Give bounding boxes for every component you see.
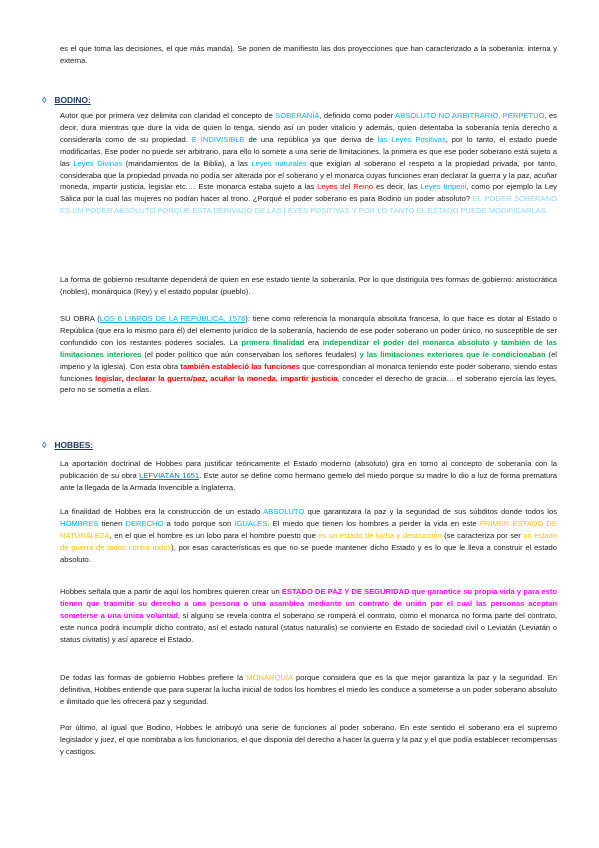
bodino-paragraph-1: Autor que por primera vez delimita con claridad el concepto de SOBERANÍA, definido como poder ABSOLUTO NO ARBITRARIO, PERPETUO, es decir, dura mientras que dure la vida de quien lo tenga, siendo así un poder vitalicio y además, quien detentaba la soberanía tenía derecho a considerarla como de su propiedad. E INDIVISIBLE de una república ya que deriva de las Leyes Positivas, por lo tanto, el estado puede modificarlas. Ese poder no puede ser arbitrario, para ello lo somete a una serie de limitaciones, la primera es que ese poder soberano está sujeto a las Leyes Divinas (mandamientos de la Biblia), a las Leyes naturales que exigían al soberano el respeto a la propiedad privada, por tanto, consideraba que la propiedad privada no podía ser alterada por el soberano y el monarca cuyas funciones eran declarar la guerra y la paz, acuñar moneda, impartir justicia, legislar etc.… Este monarca estaba sujeto a las Leyes del Reino es decir, las Leyes Imperii, como por ejemplo la Ley Sálica por la cual las mujeres no podían hacer al trono. ¿Porqué el poder soberano es para Bodino un poder absoluto? EL PODER SOBERANO ES UN PODER ABSOLUTO PORQUE ESTA DERIVADO DE LAS LEYES POSITIVAS Y POR LO TANTO EL ESTADO PUEDE MODIFICARLAS. <box>60 111 557 216</box>
hobbes-paragraph-5: Por último, al igual que Bodino, Hobbes le atribuyó una serie de funciones al poder soberano. En este sentido el soberano era el supremo legislador y juez, el que nombraba a los funcionarios, el que disponía del derecho a hacer la guerra y la paz y el que podía establecer recompensas y castigos. <box>60 723 557 756</box>
hobbes-paragraph-4: De todas las formas de gobierno Hobbes prefiere la MONARQUÍA porque considera que es la que mejor garantiza la paz y la seguridad. En definitiva, Hobbes entiende que para superar la lucha inicial de todos los hombres el miedo les conduce a someterse a un poder soberano absoluto e ilimitado que les ofrecerá paz y seguridad. <box>60 673 557 706</box>
intro-paragraph: es el que toma las decisiones, el que más manda). Se ponen de manifiesto las dos proyecciones que han caracterizado a la soberanía: interna y externa. <box>60 44 557 65</box>
hobbes-paragraph-2: La finalidad de Hobbes era la construcción de un estado ABSOLUTO que garantizara la paz y la seguridad de sus súbditos donde todos los HOMBRES tienen DERECHO a todo porque son IGUALES. El miedo que tienen los hombres a perder la vida en este PRIMER ESTADO DE NATURALEZA, en el que el hombre es un lobo para el hombre puesto que es un estado de lucha y destrucción (se caracteriza por ser un estado de guerra de todos contra todos), por esas características es que no se puede mantener dicho Estado y es lo que le lleva a construir el estado absoluto. <box>60 507 558 564</box>
bodino-paragraph-2: La forma de gobierno resultante dependerá de quien en ese estado tiente la soberanía. Por lo que distinguía tres formas de gobierno: aristocrática (nobles), monárquica (Rey) y el estado popular (pueblo). <box>60 275 557 296</box>
section-heading-hobbes: ◊ HOBBES: <box>42 440 94 450</box>
hobbes-paragraph-1: La aportación doctrinal de Hobbes para justificar teóricamente el Estado moderno (absoluto) gira en torno al concepto de soberanía con la publicación de su obra LEFVIATÁN 1651. Este autor se define como hermano gemelo del miedo porque su madre lo dio a luz de forma prematura ante la llegada de la Armada Invencible a Inglaterra. <box>60 459 558 492</box>
bodino-paragraph-3: SU OBRA (LOS 6 LIBROS DE LA REPÚBLICA, 1576): tiene como referencia la monarquía absoluta francesa, lo que hace es dotar al Estado o República (que era lo mismo para él) del elemento jurídico de la soberanía, haciendo de ese poder soberano un poder único, no susceptible de ser confundido con los restantes poderes sociales. La primera finalidad era independizar el poder del monarca absoluto y también de las limitaciones interiores (el poder político que aún conservaban los señores feudales) y las limitaciones exteriores que le condicionaban (el imperio y la iglesia). Con esta obra también estableció las funciones que correspondían al monarca teniendo este poder soberano, siendo estas funciones legislar, declarar la guerra/paz, acuñar la moneda, impartir justicia, conceder el derecho de gracia… el soberano ejercía las leyes, pero no se sometía a ellas. <box>60 314 557 395</box>
section-heading-bodino: ◊ BODINO: <box>42 95 91 105</box>
hobbes-paragraph-3: Hobbes señala que a partir de aquí los hombres quieren crear un ESTADO DE PAZ Y DE SEGURIDAD que garantice su propia vida y para esto tienen que trasmitir su derecho a una persona o una asamblea mediante un contrato de unión por el cual las personas aceptan someterse a una única voluntad, si alguno se revela contra el soberano se romperá el contrato, como el monarca no forma parte del contrato, este nunca podrá incumplir dicho contrato, así el estado natural (status naturalis) se convierte en Estado de sociedad civil o Leviatán (Leviatán o status civitatis) y así aparece el Estado. <box>60 587 557 644</box>
diamond-bullet-icon: ◊ <box>42 440 47 450</box>
diamond-bullet-icon: ◊ <box>42 95 47 105</box>
